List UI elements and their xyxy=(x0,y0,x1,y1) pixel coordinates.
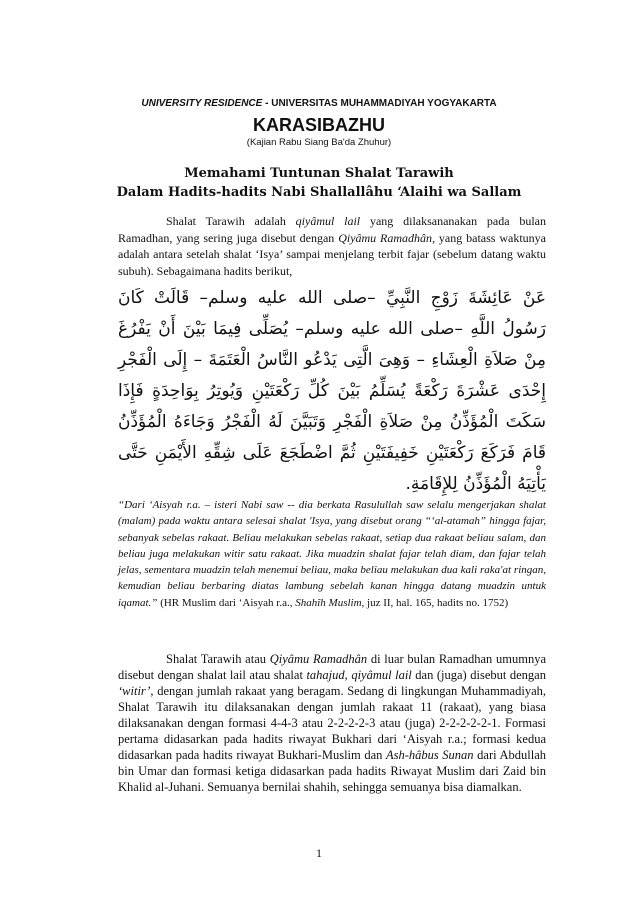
body-term: tahajud xyxy=(306,668,345,682)
reference-book: Shahîh Muslim xyxy=(295,596,362,609)
hadith-reference xyxy=(157,597,508,609)
body-term: qiyâmul lail xyxy=(351,668,412,682)
university-name: UNIVERSITAS MUHAMMADIYAH YOGYAKARTA xyxy=(268,98,497,109)
intro-paragraph xyxy=(118,213,546,279)
hadith-arabic-text: عَنْ عَائِشَةَ زَوْجِ النَّبِيِّ –صلى الله عليه وسلم– قَالَتْ كَانَ رَسُولُ اللَّهِ –صلى الله عليه وسلم– يُصَلِّى فِيمَا بَيْنَ أَنْ يَفْرُغَ مِنْ صَلاَةِ الْعِشَاءِ – وَهِىَ الَّتِى يَدْعُو النَّاسُ الْعَتَمَةَ – إِلَى الْفَجْرِ إِحْدَى عَشْرَةَ رَكْعَةً يُسَلِّمُ بَيْنَ كُلِّ رَكْعَتَيْنِ وَيُوتِرُ بِوَاحِدَةٍ فَإِذَا سَكَتَ الْمُؤَذِّنُ مِنْ صَلاَةِ الْفَجْرِ وَتَبَيَّنَ لَهُ الْفَجْرُ وَجَاءَهُ الْمُؤَذِّنُ قَامَ فَرَكَعَ رَكْعَتَيْنِ خَفِيفَتَيْنِ ثُمَّ اضْطَجَعَ عَلَى شِقِّهِ الأَيْمَنِ حَتَّى يَأْتِيَهُ الْمُؤَذِّنُ لِلإِقَامَةِ. xyxy=(118,288,546,494)
intro-term: Qiyâmu Ramadhân xyxy=(338,230,433,245)
body-text: , dengan jumlah rakaat yang beragam. Sedang di lingkungan Muhammadiyah, Shalat Tarawih itu dilaksanakan dengan jumlah rakaat 11 (rakaat), yang biasa dilaksanakan dengan formasi 4-4-3 atau 2-2-2-2-3 atau (juga) 2-2-2-2-2-1. Formasi pertama didasarkan pada hadits riwayat Bukhari dari ‘Aisyah r.a.; formasi kedua didasarkan pada hadits riwayat Bukhari-Muslim dan xyxy=(118,684,546,762)
intro-text: , yang batass waktunya adalah antara setelah shalat ‘Isya’ sampai menjelang terbit fajar (sebelum datang waktu subuh). Sebagaimana hadits berikut, xyxy=(118,230,546,278)
intro-text: yang dilaksananakan pada bulan Ramadhan, yang sering juga disebut dengan xyxy=(118,214,547,245)
reference-text: (HR Muslim dari ‘Aisyah r.a., xyxy=(157,596,296,609)
body-term: Qiyâmu Ramadhân xyxy=(269,652,368,666)
body-text: di luar bulan Ramadhan umumnya disebut dengan shalat lail atau shalat xyxy=(118,652,546,682)
hadith-translation xyxy=(118,497,546,611)
institution-header xyxy=(0,98,638,109)
reference-text: , juz II, hal. 165, hadits no. 1752) xyxy=(361,596,509,609)
program-title: KARASIBAZHU xyxy=(253,115,385,135)
page-number: 1 xyxy=(316,846,322,860)
body-paragraph xyxy=(118,651,546,795)
body-text: dan (juga) disebut dengan xyxy=(411,668,546,682)
institution-name: UNIVERSITY RESIDENCE - xyxy=(141,98,269,109)
body-term: Ash-hâbus Sunan xyxy=(385,748,474,762)
program-subtitle: (Kajian Rabu Siang Ba'da Zhuhur) xyxy=(246,137,392,148)
body-text: Shalat Tarawih atau xyxy=(166,652,270,666)
document-title-line-1: Memahami Tuntunan Shalat Tarawih xyxy=(184,166,454,181)
body-term: ‘witir’ xyxy=(118,684,151,698)
body-text: dari Abdullah bin Umar dan formasi ketiga didasarkan pada hadits Riwayat Muslim dari Zaid bin Khalid al-Juhani. Semuanya bernilai shahih, sehingga semuanya bisa diamalkan. xyxy=(118,748,546,794)
intro-term: qiyâmul lail xyxy=(295,214,361,228)
translation-text: “Dari ‘Aisyah r.a. – isteri Nabi saw -- dia berkata Rasulullah saw selalu mengerjakan shalat (malam) pada waktu antara selesai shalat 'Isya, yang disebut orang “‘al-atamah” hingga fajar, sebanyak sebelas rakaat. Beliau melakukan sebelas rakaat, setiap dua rakaat beliau salam, dan beliau juga melakukan witir satu rakaat. Jika muadzin shalat fajar telah diam, dan fajar telah jelas, sementara muadzin telah menemui beliau, maka beliau melakukan dua kali raka'at ringan, kemudian beliau berbaring diatas lambung sebelah kanan hingga datang muadzin untuk iqamat.” xyxy=(118,499,546,609)
document-title-line-2: Dalam Hadits-hadits Nabi Shallallâhu ‘Alaihi wa Sallam xyxy=(116,185,522,200)
body-text: , xyxy=(344,668,352,682)
intro-text: Shalat Tarawih adalah xyxy=(166,214,296,228)
